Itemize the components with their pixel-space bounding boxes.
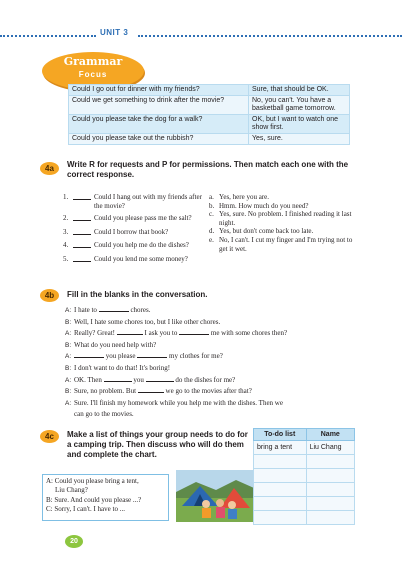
speaker-label: A:	[65, 399, 72, 407]
grammar-row	[69, 96, 350, 115]
list-item	[209, 236, 359, 253]
name-cell[interactable]	[306, 455, 354, 469]
fill-blank[interactable]	[137, 351, 167, 358]
question-text: Could you lend me some money?	[94, 254, 188, 263]
todo-cell[interactable]	[254, 469, 307, 483]
grammar-answer: Sure, that should be OK.	[249, 85, 350, 96]
grammar-answer: No, you can't. You have a basketball game tomorrow.	[249, 96, 350, 115]
response-text: No, I can't. I cut my finger and I'm trying not to get it wet.	[219, 235, 353, 253]
fill-blank[interactable]	[104, 375, 132, 382]
table-row	[254, 483, 355, 497]
list-item	[63, 241, 205, 250]
question-number: 5.	[63, 254, 69, 263]
list-item	[209, 210, 359, 227]
line-text: Sure. I'll finish my homework while you help me with the dishes. Then we	[74, 398, 283, 407]
answer-blank[interactable]	[73, 228, 91, 235]
line-text: me with some chores then?	[210, 329, 288, 338]
grammar-focus-subtitle: Focus	[78, 70, 108, 79]
answer-blank[interactable]	[73, 255, 91, 262]
answer-blank[interactable]	[73, 214, 91, 221]
table-row	[254, 441, 355, 455]
line-text: you please	[105, 352, 136, 361]
question-number: 3.	[63, 227, 69, 236]
line-text: Well, I hate some chores too, but I like other chores.	[74, 317, 221, 326]
response-letter: e.	[209, 235, 214, 244]
table-row	[254, 497, 355, 511]
fill-blank[interactable]	[138, 386, 164, 393]
grammar-question: Could you please take out the rubbish?	[69, 134, 249, 145]
todo-cell[interactable]	[254, 511, 307, 525]
name-header: Name	[306, 429, 354, 441]
list-item	[209, 193, 359, 202]
activity-badge-4a: 4a	[40, 162, 59, 175]
question-text: Could I hang out with my friends after the movie?	[94, 193, 202, 210]
speaker-label: B:	[65, 318, 72, 326]
line-text: you	[133, 375, 144, 384]
response-text: Yes, sure. No problem. I finished reading it last night.	[219, 210, 352, 227]
unit-label: UNIT 3	[100, 28, 129, 37]
question-text: Could you help me do the dishes?	[94, 241, 189, 250]
name-cell[interactable]	[306, 497, 354, 511]
grammar-answer: Yes, sure.	[249, 134, 350, 145]
activity-badge-4c: 4c	[40, 430, 59, 443]
name-cell[interactable]	[306, 483, 354, 497]
response-letter: b.	[209, 201, 215, 210]
todo-cell[interactable]	[254, 497, 307, 511]
dialogue-line: C: Sorry, I can't. I have to ...	[46, 505, 125, 514]
line-text: I hate to	[74, 306, 97, 314]
speaker-label: A:	[65, 353, 72, 361]
speaker-label: A:	[65, 330, 72, 338]
conversation-line	[65, 363, 365, 375]
response-letter: c.	[209, 210, 214, 219]
header-dotted-rule	[0, 28, 402, 38]
line-text: can go to the movies.	[74, 410, 134, 419]
line-text: we go to the movies after that?	[165, 387, 252, 396]
responses-4a	[209, 193, 359, 253]
speaker-label: B:	[65, 364, 72, 372]
fill-blank[interactable]	[74, 351, 104, 358]
conversation-line	[65, 305, 365, 317]
name-cell[interactable]	[306, 469, 354, 483]
table-row	[254, 511, 355, 525]
instruction-4c: Make a list of things your group needs to do for a camping trip. Then discuss who will do them and complete the chart.	[67, 430, 248, 459]
fill-blank[interactable]	[146, 375, 174, 382]
grammar-question: Could we get something to drink after the movie?	[69, 96, 249, 115]
response-letter: d.	[209, 227, 215, 236]
activity-badge-4b: 4b	[40, 289, 59, 302]
grammar-focus-table	[68, 84, 350, 145]
list-item	[63, 214, 205, 223]
line-text: chores.	[130, 306, 151, 314]
speaker-label: A:	[65, 376, 72, 384]
conversation-line	[65, 375, 365, 387]
list-item	[209, 227, 359, 236]
page-number: 20	[65, 535, 83, 548]
response-text: Hmm. How much do you need?	[219, 201, 309, 210]
line-text: I don't want to do that! It's boring!	[74, 363, 171, 372]
dialogue-line: B: Sure. And could you please ...?	[46, 495, 142, 504]
list-item	[63, 228, 205, 237]
question-text: Could you please pass me the salt?	[94, 214, 192, 223]
line-text: Really? Great!	[74, 329, 116, 338]
grammar-row	[69, 134, 350, 145]
line-text: do the dishes for me?	[175, 375, 236, 384]
question-text: Could I borrow that book?	[94, 227, 169, 236]
conversation-line	[65, 386, 365, 398]
camping-photo	[176, 470, 254, 522]
conversation-line	[65, 398, 365, 410]
line-text: What do you need help with?	[74, 340, 157, 349]
list-item	[63, 255, 205, 264]
response-text: Yes, but don't come back too late.	[219, 227, 314, 236]
table-row	[254, 455, 355, 469]
todo-cell[interactable]	[254, 483, 307, 497]
response-letter: a.	[209, 193, 214, 201]
line-text: I ask you to	[144, 329, 178, 338]
question-number: 4.	[63, 241, 69, 250]
question-number: 1.	[63, 193, 69, 201]
speaker-label: A:	[65, 307, 72, 314]
grammar-row	[69, 115, 350, 134]
table-row	[254, 469, 355, 483]
dialogue-bubble	[42, 474, 169, 521]
conversation-line	[65, 340, 365, 352]
line-text: Sure, no problem. But	[74, 387, 137, 396]
grammar-row	[69, 85, 350, 96]
instruction-4b: Fill in the blanks in the conversation.	[67, 290, 208, 299]
list-item	[209, 202, 359, 211]
dialogue-line: Liu Chang?	[55, 486, 88, 495]
todo-chart	[253, 428, 355, 525]
response-text: Yes, here you are.	[219, 193, 270, 201]
conversation-line	[65, 328, 365, 340]
name-cell[interactable]	[306, 511, 354, 525]
name-cell[interactable]: Liu Chang	[306, 441, 354, 455]
answer-blank[interactable]	[73, 241, 91, 248]
grammar-answer: OK, but I want to watch one show first.	[249, 115, 350, 134]
line-text: OK. Then	[74, 375, 102, 384]
grammar-focus-title: Grammar	[63, 55, 123, 68]
conversation-line	[65, 409, 365, 421]
line-text: my clothes for me?	[169, 352, 223, 361]
list-item	[63, 193, 205, 210]
fill-blank[interactable]	[117, 328, 143, 335]
grammar-question: Could you please take the dog for a walk?	[69, 115, 249, 134]
conversation-4b	[65, 305, 365, 421]
todo-cell[interactable]: bring a tent	[254, 441, 307, 455]
fill-blank[interactable]	[179, 328, 209, 335]
dialogue-line: A: Could you please bring a tent,	[46, 477, 139, 485]
speaker-label: B:	[65, 341, 72, 349]
answer-blank[interactable]	[73, 193, 91, 200]
conversation-line	[65, 317, 365, 329]
grammar-question: Could I go out for dinner with my friends?	[69, 85, 249, 96]
speaker-label: B:	[65, 388, 72, 396]
todo-cell[interactable]	[254, 455, 307, 469]
question-number: 2.	[63, 214, 69, 223]
fill-blank[interactable]	[99, 305, 129, 312]
questions-4a	[63, 193, 205, 264]
conversation-line	[65, 351, 365, 363]
todo-header: To-do list	[254, 429, 307, 441]
instruction-4a: Write R for requests and P for permissions. Then match each one with the correct response.	[67, 160, 349, 179]
